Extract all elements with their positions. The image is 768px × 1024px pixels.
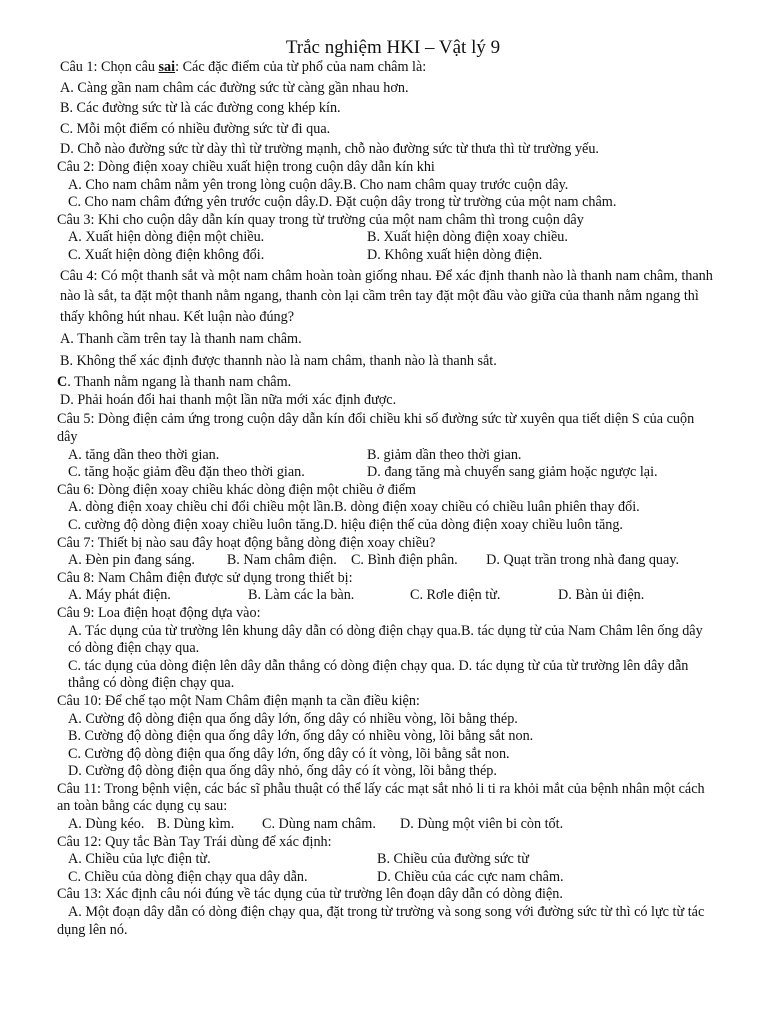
question-8-option-b: B. Làm các la bàn. bbox=[248, 587, 355, 604]
question-10-option-d: D. Cường độ dòng điện qua ống dây nhỏ, ống dây có ít vòng, lõi bằng thép. bbox=[68, 763, 497, 780]
question-12-option-b: B. Chiều của đường sức từ bbox=[377, 851, 529, 868]
question-11-option-b: B. Dùng kìm. bbox=[157, 816, 235, 833]
question-5-options-ab bbox=[57, 447, 725, 465]
question-3-option-c: C. Xuất hiện dòng điện không đổi. bbox=[68, 246, 265, 263]
question-7-option-a: A. Đèn pin đang sáng. bbox=[68, 552, 195, 569]
question-8-option-c: C. Rơle điện từ. bbox=[410, 587, 501, 604]
question-7-option-b: B. Nam châm điện. bbox=[226, 552, 337, 569]
question-1-option-d: D. Chỗ nào đường sức từ dày thì từ trường mạnh, chỗ nào đường sức từ thưa thì từ trường yếu. bbox=[60, 141, 599, 158]
question-3: Câu 3: Khi cho cuộn dây dẫn kín quay trong từ trường của một nam châm thì trong cuộn dây bbox=[57, 211, 584, 228]
question-4-option-c bbox=[57, 374, 725, 392]
question-11-option-a: A. Dùng kéo. bbox=[68, 816, 145, 833]
question-5-option-d: D. đang tăng mà chuyển sang giảm hoặc ngược lại. bbox=[367, 464, 658, 481]
question-5-option-c: C. tăng hoặc giảm đều đặn theo thời gian. bbox=[68, 464, 305, 481]
question-1-prefix: Câu 1: Chọn câu bbox=[60, 59, 159, 75]
question-10-option-a: A. Cường độ dòng điện qua ống dây lớn, ống dây có nhiều vòng, lõi bằng thép. bbox=[68, 710, 518, 727]
question-10-option-b: B. Cường độ dòng điện qua ống dây lớn, ống dây có nhiều vòng, lõi bằng sắt non. bbox=[68, 728, 534, 745]
document-title: Trắc nghiệm HKI – Vật lý 9 bbox=[285, 37, 501, 58]
question-6: Câu 6: Dòng điện xoay chiều khác dòng điện một chiều ở điểm bbox=[57, 481, 416, 498]
question-7-options bbox=[57, 552, 718, 570]
question-12: Câu 12: Quy tắc Bàn Tay Trái dùng để xác định: bbox=[57, 833, 332, 850]
question-12-option-d: D. Chiều của các cực nam châm. bbox=[377, 868, 564, 885]
question-8-option-d: D. Bàn ủi điện. bbox=[558, 587, 645, 604]
question-3-options-ab bbox=[57, 229, 725, 247]
question-4-option-d: D. Phải hoán đổi hai thanh một lần nữa mới xác định được. bbox=[60, 391, 397, 408]
question-3-option-a: A. Xuất hiện dòng điện một chiều. bbox=[68, 229, 265, 246]
question-3-option-b: B. Xuất hiện dòng điện xoay chiều. bbox=[367, 229, 568, 246]
question-6-options-ab: A. dòng điện xoay chiều chỉ đổi chiều một lần.B. dòng điện xoay chiều có chiều luân phiên thay đổi. bbox=[68, 499, 640, 516]
question-7-option-c: C. Bình điện phân. bbox=[350, 552, 458, 569]
question-3-option-d: D. Không xuất hiện dòng điện. bbox=[367, 246, 543, 263]
question-12-options-ab bbox=[57, 851, 725, 869]
question-10: Câu 10: Để chế tạo một Nam Châm điện mạnh ta cần điều kiện: bbox=[57, 692, 420, 709]
question-1-option-b: B. Các đường sức từ là các đường cong khép kín. bbox=[60, 100, 341, 117]
question-8-options bbox=[57, 587, 725, 605]
question-13-option-a: A. Một đoạn dây dẫn có dòng điện chạy qua, đặt trong từ trường và song song với đường sức từ thì có lực từ tác dụng lên nó. bbox=[57, 904, 705, 938]
question-2-options-ab: A. Cho nam châm nằm yên trong lòng cuộn dây.B. Cho nam châm quay trước cuộn dây. bbox=[68, 176, 569, 193]
question-11-option-d: D. Dùng một viên bi còn tốt. bbox=[400, 816, 564, 833]
question-4-option-a: A. Thanh cầm trên tay là thanh nam châm. bbox=[60, 331, 302, 348]
question-12-options-cd bbox=[57, 869, 725, 887]
question-11-options bbox=[57, 816, 725, 834]
question-1-emphasis: sai bbox=[158, 59, 176, 75]
question-5-options-cd bbox=[57, 464, 725, 482]
question-1 bbox=[57, 59, 725, 77]
question-5-option-b: B. giảm dần theo thời gian. bbox=[367, 446, 522, 463]
question-1-option-a: A. Càng gần nam châm các đường sức từ càng gần nhau hơn. bbox=[60, 79, 409, 96]
question-11: Câu 11: Trong bệnh viện, các bác sĩ phẫu thuật có thể lấy các mạt sắt nhỏ li ti ra khỏi mắt của bệnh nhân một cách an toàn bằng các dụng cụ sau: bbox=[57, 780, 705, 815]
question-6-options-cd: C. cường độ dòng điện xoay chiều luôn tăng.D. hiệu điện thế của dòng điện xoay chiều luôn tăng. bbox=[68, 516, 623, 533]
question-7-option-d: D. Quạt trần trong nhà đang quay. bbox=[486, 552, 680, 569]
question-7: Câu 7: Thiết bị nào sau đây hoạt động bằng dòng điện xoay chiều? bbox=[57, 534, 436, 551]
question-12-option-c: C. Chiều của dòng điện chạy qua dây dẫn. bbox=[68, 868, 308, 885]
question-13: Câu 13: Xác định câu nói đúng về tác dụng của từ trường lên đoạn dây dẫn có dòng điện. bbox=[57, 886, 563, 903]
question-4-option-b: B. Không thể xác định được thannh nào là nam châm, thanh nào là thanh sắt. bbox=[60, 352, 497, 369]
question-1-suffix: : Các đặc điểm của từ phổ của nam châm là: bbox=[175, 59, 427, 75]
question-9-options-ab: A. Tác dụng của từ trường lên khung dây dẫn có dòng điện chạy qua.B. tác dụng từ của Nam Châm lên ống dây có dòng điện chạy qua. bbox=[68, 622, 703, 657]
question-3-options-cd bbox=[57, 247, 725, 265]
question-1-option-c: C. Mỗi một điểm có nhiều đường sức từ đi qua. bbox=[60, 120, 331, 137]
question-4-option-c-letter: C bbox=[57, 374, 68, 391]
question-10-option-c: C. Cường độ dòng điện qua ống dây lớn, ống dây có ít vòng, lõi bằng sắt non. bbox=[68, 745, 510, 762]
question-5: Câu 5: Dòng điện cảm ứng trong cuộn dây dẫn kín đổi chiều khi số đường sức từ xuyên qua tiết diện S của cuộn dây bbox=[57, 411, 695, 445]
document-body bbox=[57, 59, 725, 939]
question-2-options-cd: C. Cho nam châm đứng yên trước cuộn dây.D. Đặt cuộn dây trong từ trường của một nam châm. bbox=[68, 194, 617, 211]
question-4-option-c-text: . Thanh nằm ngang là thanh nam châm. bbox=[67, 374, 292, 391]
question-8-option-a: A. Máy phát điện. bbox=[68, 587, 171, 604]
question-9: Câu 9: Loa điện hoạt động dựa vào: bbox=[57, 604, 261, 621]
question-5-option-a: A. tăng dần theo thời gian. bbox=[68, 446, 220, 463]
question-11-option-c: C. Dùng nam châm. bbox=[262, 816, 376, 833]
question-9-options-cd: C. tác dụng của dòng điện lên dây dẫn thẳng có dòng điện chạy qua. D. tác dụng từ của từ trường lên dây dẫn thẳng có dòng điện chạy qua. bbox=[68, 657, 689, 692]
question-2: Câu 2: Dòng điện xoay chiều xuất hiện trong cuộn dây dẫn kín khi bbox=[57, 158, 435, 175]
question-12-option-a: A. Chiều của lực điện từ. bbox=[68, 851, 211, 868]
question-4: Câu 4: Có một thanh sắt và một nam châm hoàn toàn giống nhau. Để xác định thanh nào là thanh nam châm, thanh nào là sắt, ta đặt một thanh nằm ngang, thanh còn lại cầm trên tay đặt một đầu vào giữa của thanh nằm ngang thì thấy không hút nhau. Kết luận nào đúng? bbox=[60, 267, 713, 325]
question-8: Câu 8: Nam Châm điện được sử dụng trong thiết bị: bbox=[57, 569, 353, 586]
